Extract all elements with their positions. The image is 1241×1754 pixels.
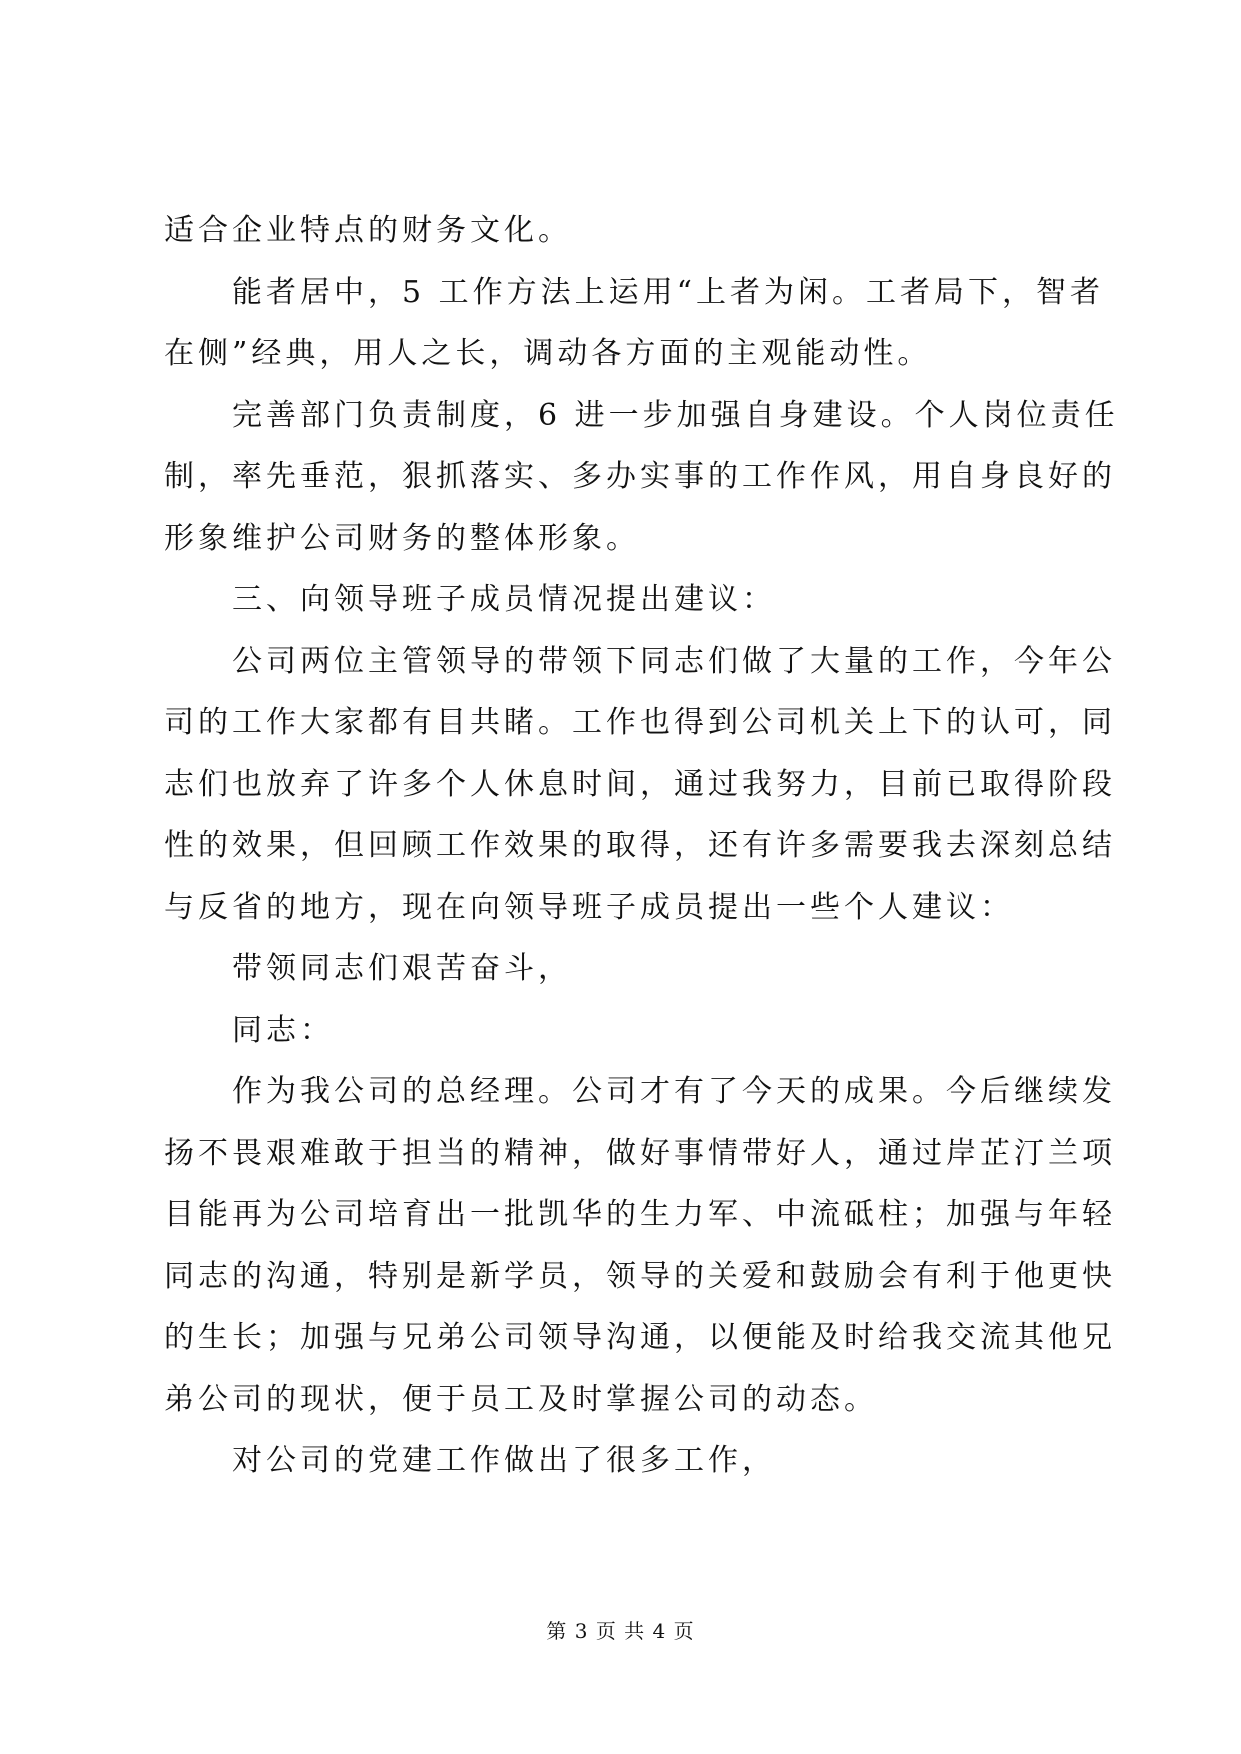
text-line: 形象维护公司财务的整体形象。 (164, 520, 640, 556)
page-number-footer: 第 3 页 共 4 页 (546, 1619, 695, 1643)
text-line: 扬不畏艰难敢于担当的精神，做好事情带好人，通过岸芷汀兰项 (164, 1135, 1116, 1171)
text-line: 适合企业特点的财务文化。 (164, 213, 572, 248)
document-body (164, 200, 1119, 1492)
text-line: 公司两位主管领导的带领下同志们做了大量的工作，今年公 (232, 643, 1116, 679)
text-line: 带领同志们艰苦奋斗， (232, 951, 572, 986)
text-line: 性的效果，但回顾工作效果的取得，还有许多需要我去深刻总结 (164, 828, 1116, 863)
text-line: 对公司的党建工作做出了很多工作， (232, 1443, 776, 1478)
text-line: 的生长；加强与兄弟公司领导沟通，以便能及时给我交流其他兄 (164, 1320, 1116, 1355)
text-line: 作为我公司的总经理。公司才有了今天的成果。今后继续发 (232, 1074, 1116, 1109)
text-line: 志们也放弃了许多个人休息时间，通过我努力，目前已取得阶段 (164, 766, 1116, 802)
section-heading: 三、向领导班子成员情况提出建议： (232, 582, 776, 617)
text-line: 同志的沟通，特别是新学员，领导的关爱和鼓励会有利于他更快 (164, 1258, 1116, 1294)
text-line: 同志： (232, 1012, 334, 1048)
text-line: 司的工作大家都有目共睹。工作也得到公司机关上下的认可，同 (164, 705, 1116, 740)
text-line: 在侧”经典，用人之长，调动各方面的主观能动性。 (164, 336, 932, 371)
text-line: 完善部门负责制度，6 进一步加强自身建设。个人岗位责任 (232, 397, 1119, 433)
text-line: 弟公司的现状，便于员工及时掌握公司的动态。 (164, 1381, 878, 1417)
text-line: 能者居中，5 工作方法上运用“上者为闲。工者局下，智者 (232, 274, 1104, 310)
text-line: 制，率先垂范，狠抓落实、多办实事的工作作风，用自身良好的 (164, 459, 1116, 494)
text-line: 与反省的地方，现在向领导班子成员提出一些个人建议： (164, 889, 1014, 925)
text-line: 目能再为公司培育出一批凯华的生力军、中流砥柱；加强与年轻 (164, 1197, 1116, 1232)
